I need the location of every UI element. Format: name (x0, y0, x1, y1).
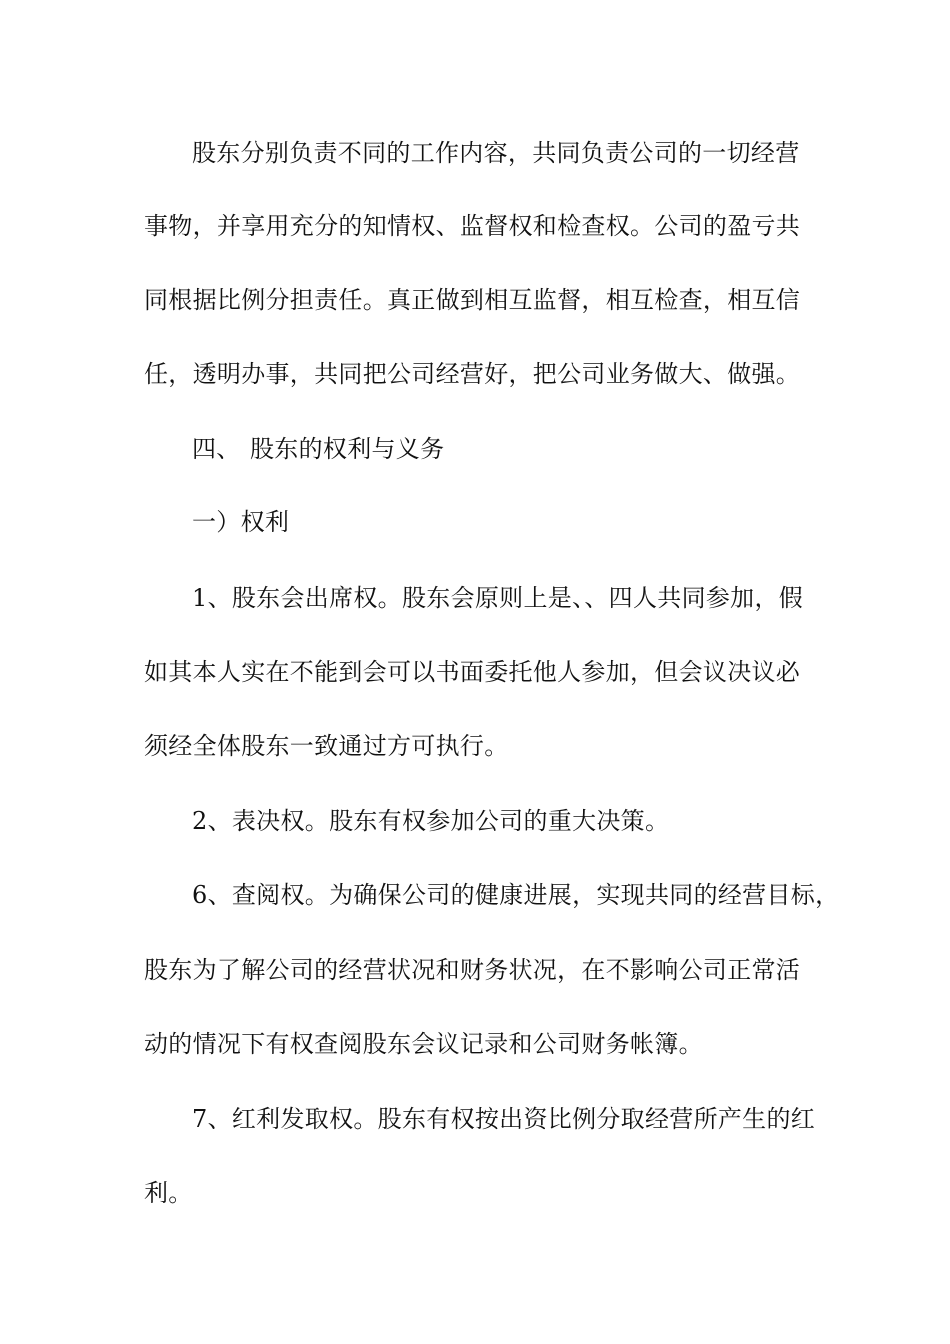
paragraph-1-line-1: 股东分别负责不同的工作内容，共同负责公司的一切经营 (192, 139, 800, 167)
item-6-line-1: 6、查阅权。为确保公司的健康进展，实现共同的经营目标， (192, 881, 840, 909)
item-7-line-1: 7、红利发取权。股东有权按出资比例分取经营所产生的红 (192, 1105, 816, 1133)
item-1-line-2: 如其本人实在不能到会可以书面委托他人参加，但会议决议必 (144, 658, 801, 686)
item-6-line-2: 股东为了解公司的经营状况和财务状况，在不影响公司正常活 (144, 956, 801, 984)
paragraph-1-line-3: 同根据比例分担责任。真正做到相互监督，相互检查，相互信 (144, 286, 801, 314)
section-heading-number: 四、 (192, 435, 241, 463)
paragraph-1-line-2: 事物，并享用充分的知情权、监督权和检查权。公司的盈亏共 (144, 212, 801, 240)
item-1-line-1: 1、股东会出席权。股东会原则上是、、四人共同参加，假 (192, 584, 804, 612)
paragraph-1-line-4: 任，透明办事，共同把公司经营好，把公司业务做大、做强。 (144, 360, 801, 388)
item-6-line-3: 动的情况下有权查阅股东会议记录和公司财务帐簿。 (144, 1030, 703, 1058)
item-1-line-3: 须经全体股东一致通过方可执行。 (144, 732, 509, 760)
item-7-line-2: 利。 (144, 1179, 193, 1207)
section-heading (192, 434, 832, 464)
subsection-heading: 一）权利 (192, 508, 290, 536)
item-2-line-1: 2、表决权。股东有权参加公司的重大决策。 (192, 807, 670, 835)
section-heading-title: 股东的权利与义务 (250, 435, 445, 463)
